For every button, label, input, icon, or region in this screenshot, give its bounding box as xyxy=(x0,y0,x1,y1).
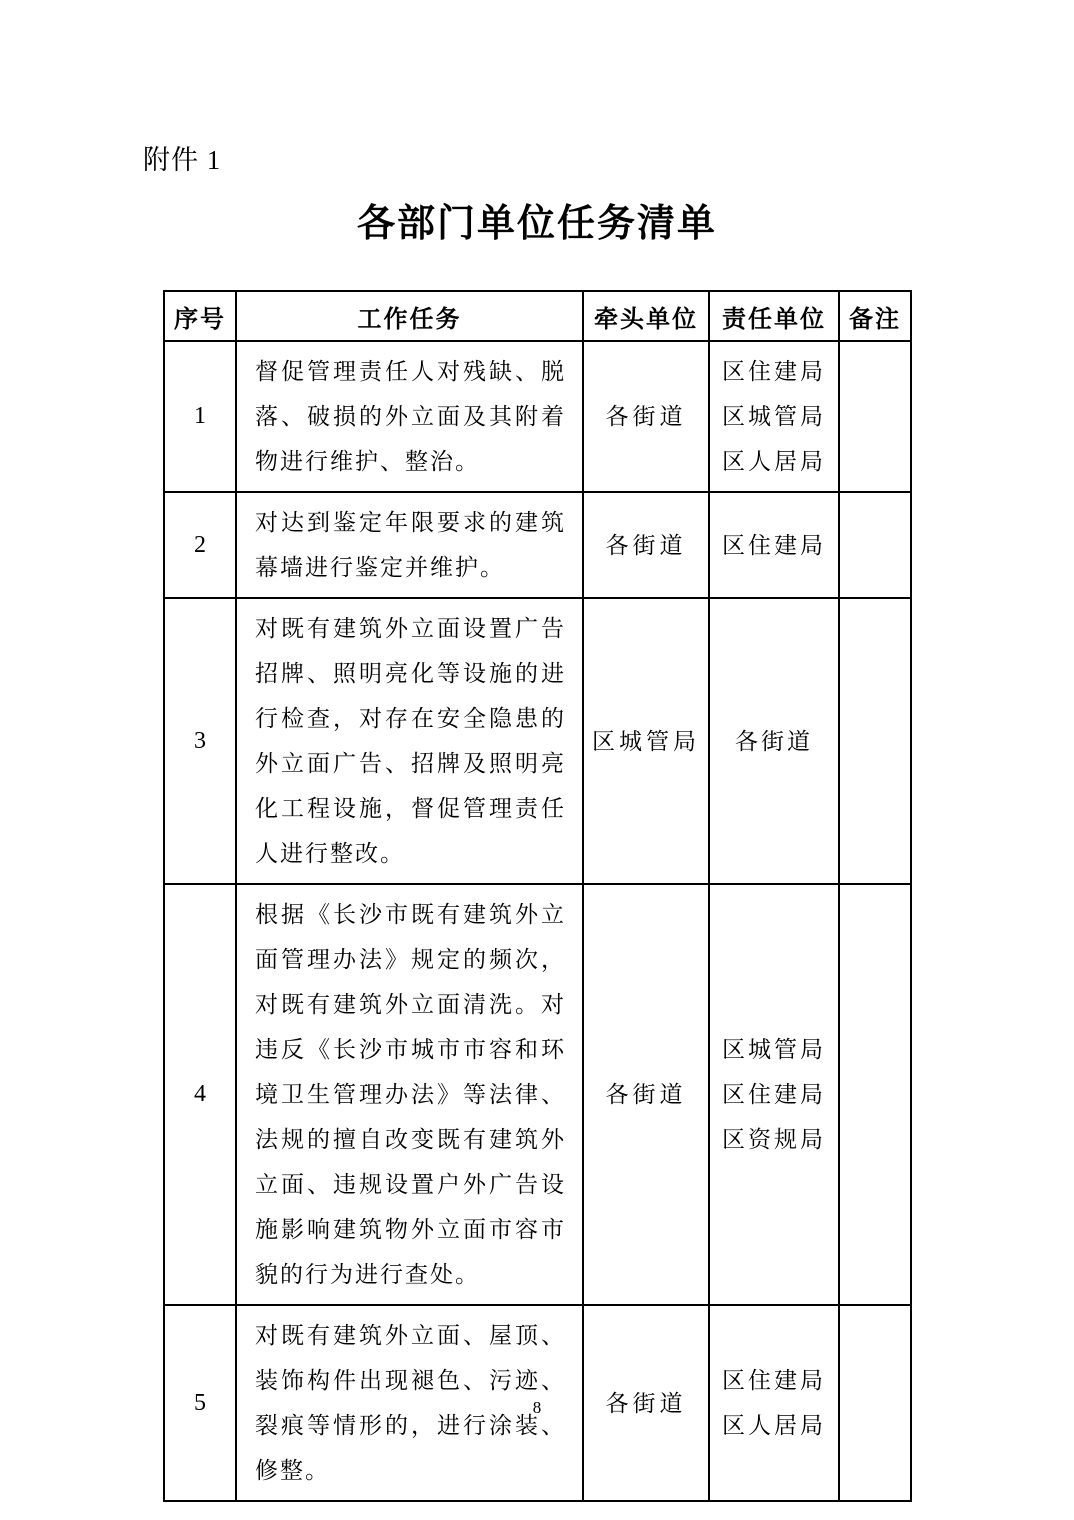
task-table-header xyxy=(164,291,911,341)
responsible-unit: 区住建局 xyxy=(722,1368,826,1393)
responsible-units-cell xyxy=(709,884,839,1305)
work-task-text: 对既有建筑外立面设置广告招牌、照明亮化等设施的进行检查，对存在安全隐患的外立面广告、招牌及照明亮化工程设施，督促管理责任人进行整改。 xyxy=(236,598,583,884)
responsible-units-cell xyxy=(709,598,839,884)
remark-cell xyxy=(839,341,911,492)
responsible-unit: 区人居局 xyxy=(722,449,826,474)
column-header-number: 序号 xyxy=(164,291,236,341)
table-row xyxy=(164,341,911,492)
page-title: 各部门单位任务清单 xyxy=(356,203,717,245)
work-task-text: 对达到鉴定年限要求的建筑幕墙进行鉴定并维护。 xyxy=(236,492,583,598)
table-row xyxy=(164,884,911,1305)
table-row xyxy=(164,492,911,598)
task-table-body xyxy=(164,341,911,1501)
column-header-lead: 牵头单位 xyxy=(583,291,709,341)
row-number: 4 xyxy=(164,884,236,1305)
lead-unit: 各街道 xyxy=(583,341,709,492)
work-task-text: 对既有建筑外立面、屋顶、装饰构件出现褪色、污迹、裂痕等情形的，进行涂装、修整。 xyxy=(236,1305,583,1501)
table-row xyxy=(164,598,911,884)
remark-cell xyxy=(839,598,911,884)
row-number: 2 xyxy=(164,492,236,598)
responsible-unit: 区住建局 xyxy=(722,532,826,558)
responsible-units-cell xyxy=(709,492,839,598)
page-number: 8 xyxy=(532,1398,542,1417)
lead-unit: 各街道 xyxy=(583,884,709,1305)
lead-unit: 各街道 xyxy=(583,492,709,598)
header-row xyxy=(164,291,911,341)
responsible-unit: 区城管局 xyxy=(722,404,826,429)
column-header-resp: 责任单位 xyxy=(709,291,839,341)
responsible-unit: 区资规局 xyxy=(722,1127,826,1152)
work-task-text: 根据《长沙市既有建筑外立面管理办法》规定的频次，对既有建筑外立面清洗。对违反《长沙市城市市容和环境卫生管理办法》等法律、法规的擅自改变既有建筑外立面、违规设置户外广告设施影响建筑物外立面市容市貌的行为进行查处。 xyxy=(236,884,583,1305)
column-header-task: 工作任务 xyxy=(236,291,583,341)
remark-cell xyxy=(839,492,911,598)
row-number: 5 xyxy=(164,1305,236,1501)
responsible-units-cell xyxy=(709,341,839,492)
responsible-unit: 区城管局 xyxy=(722,1037,826,1062)
row-number: 3 xyxy=(164,598,236,884)
attachment-label: 附件 1 xyxy=(143,145,222,175)
column-header-remark: 备注 xyxy=(839,291,911,341)
lead-unit: 区城管局 xyxy=(583,598,709,884)
responsible-unit: 区人居局 xyxy=(722,1413,826,1438)
responsible-unit: 区住建局 xyxy=(722,359,826,384)
row-number: 1 xyxy=(164,341,236,492)
task-table xyxy=(163,290,912,1502)
remark-cell xyxy=(839,884,911,1305)
responsible-unit: 各街道 xyxy=(735,728,813,754)
lead-unit: 各街道 xyxy=(583,1305,709,1501)
work-task-text: 督促管理责任人对残缺、脱落、破损的外立面及其附着物进行维护、整治。 xyxy=(236,341,583,492)
responsible-unit: 区住建局 xyxy=(722,1082,826,1107)
